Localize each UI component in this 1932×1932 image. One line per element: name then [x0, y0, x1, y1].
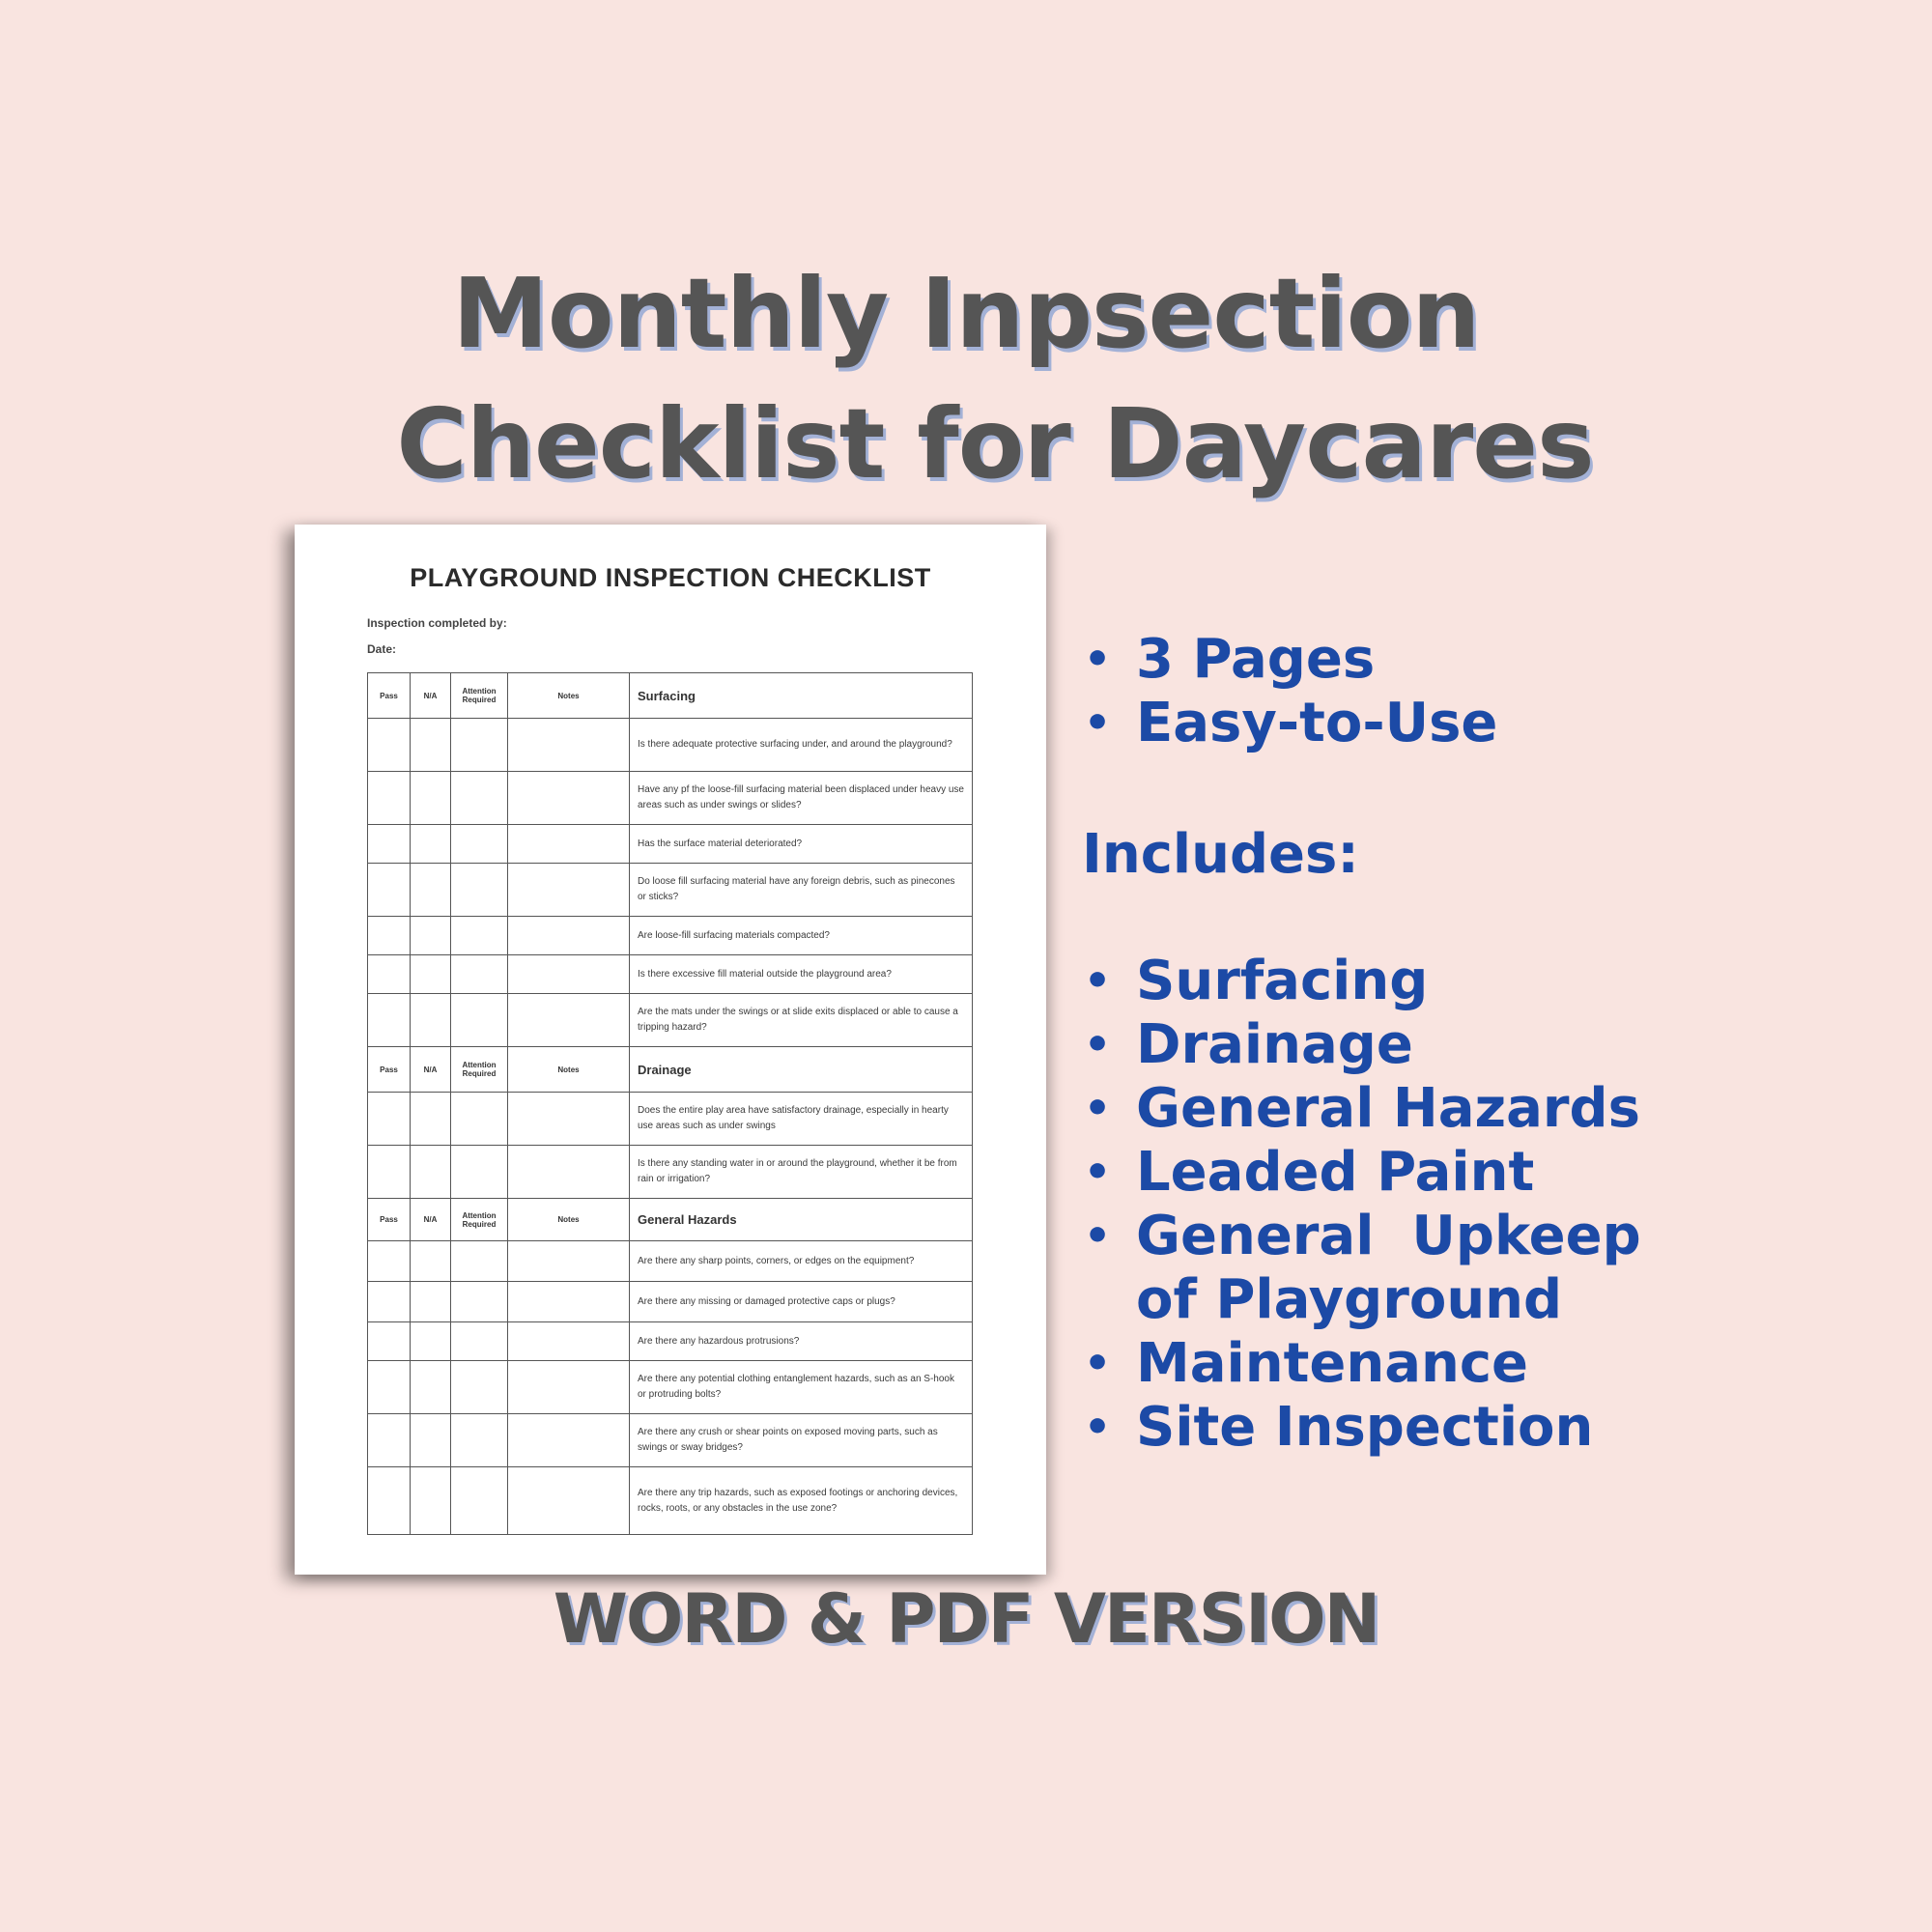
pass-column-header: Pass [368, 1199, 411, 1241]
bullet-icon: • [1084, 698, 1112, 748]
attention-cell [451, 1093, 508, 1146]
na-column-header: N/A [411, 1199, 451, 1241]
attention-cell [451, 1414, 508, 1467]
checklist-row [368, 994, 973, 1047]
attention-cell [451, 1361, 508, 1414]
checklist-row [368, 1467, 973, 1535]
pass-column-header: Pass [368, 673, 411, 719]
includes-item [1082, 1332, 1641, 1396]
na-cell [411, 917, 451, 955]
pass-cell [368, 917, 411, 955]
attention-cell [451, 719, 508, 772]
notes-cell [508, 719, 630, 772]
attention-cell [451, 955, 508, 994]
checklist-row [368, 917, 973, 955]
attention-cell [451, 1467, 508, 1535]
na-cell [411, 1467, 451, 1535]
section-header-row [368, 1199, 973, 1241]
includes-item-label: Drainage [1136, 1013, 1413, 1076]
bullet-icon: • [1084, 956, 1112, 1006]
notes-column-header: Notes [508, 1047, 630, 1093]
pass-cell [368, 1146, 411, 1199]
notes-cell [508, 825, 630, 864]
attention-cell [451, 994, 508, 1047]
bullet-icon: • [1084, 1403, 1112, 1452]
includes-item [1082, 1141, 1641, 1205]
notes-column-header: Notes [508, 1199, 630, 1241]
includes-item-label: General Upkeep of Playground [1136, 1205, 1641, 1331]
checklist-row [368, 1361, 973, 1414]
bullet-icon: • [1084, 1211, 1112, 1261]
date-label: Date: [367, 642, 397, 656]
pass-cell [368, 994, 411, 1047]
headline-line-1: Monthly Inpsection [452, 257, 1480, 370]
na-cell [411, 1414, 451, 1467]
question-text: Do loose fill surfacing material have any foreign debris, such as pinecones or sticks? [630, 864, 973, 917]
pass-cell [368, 1414, 411, 1467]
notes-cell [508, 1467, 630, 1535]
bullet-icon: • [1084, 1020, 1112, 1069]
notes-cell [508, 1241, 630, 1282]
pass-cell [368, 719, 411, 772]
attention-column-header: Attention Required [451, 1199, 508, 1241]
question-text: Has the surface material deteriorated? [630, 825, 973, 864]
attention-column-header: Attention Required [451, 1047, 508, 1093]
na-cell [411, 1282, 451, 1322]
question-text: Are the mats under the swings or at slide exits displaced or able to cause a tripping hazard? [630, 994, 973, 1047]
question-text: Are there any trip hazards, such as exposed footings or anchoring devices, rocks, roots, or any obstacles in the use zone? [630, 1467, 973, 1535]
includes-item-label: Site Inspection [1136, 1396, 1594, 1459]
feature-item [1082, 692, 1497, 755]
notes-cell [508, 1322, 630, 1361]
na-cell [411, 1093, 451, 1146]
attention-cell [451, 917, 508, 955]
attention-cell [451, 1241, 508, 1282]
na-column-header: N/A [411, 673, 451, 719]
attention-cell [451, 1282, 508, 1322]
pass-cell [368, 1241, 411, 1282]
checklist-row [368, 1322, 973, 1361]
section-title: General Hazards [630, 1199, 973, 1241]
feature-item [1082, 628, 1497, 692]
question-text: Have any pf the loose-fill surfacing material been displaced under heavy use areas such as under swings or slides? [630, 772, 973, 825]
attention-cell [451, 864, 508, 917]
na-cell [411, 1322, 451, 1361]
notes-cell [508, 864, 630, 917]
na-column-header: N/A [411, 1047, 451, 1093]
na-cell [411, 1146, 451, 1199]
includes-item [1082, 1205, 1641, 1332]
bullet-icon: • [1084, 1148, 1112, 1197]
checklist-document-preview [295, 525, 1046, 1575]
checklist-row [368, 772, 973, 825]
includes-heading: Includes: [1082, 823, 1359, 886]
question-text: Are there any crush or shear points on exposed moving parts, such as swings or sway bridges? [630, 1414, 973, 1467]
bullet-icon: • [1084, 1339, 1112, 1388]
section-header-row [368, 1047, 973, 1093]
notes-cell [508, 994, 630, 1047]
feature-item-label: 3 Pages [1136, 628, 1376, 691]
checklist-row [368, 955, 973, 994]
attention-cell [451, 1146, 508, 1199]
pass-cell [368, 825, 411, 864]
notes-cell [508, 1361, 630, 1414]
pass-column-header: Pass [368, 1047, 411, 1093]
pass-cell [368, 1361, 411, 1414]
checklist-row [368, 864, 973, 917]
document-title: PLAYGROUND INSPECTION CHECKLIST [410, 563, 931, 592]
includes-item-label: Surfacing [1136, 950, 1429, 1012]
question-text: Is there adequate protective surfacing under, and around the playground? [630, 719, 973, 772]
na-cell [411, 994, 451, 1047]
question-text: Are there any potential clothing entanglement hazards, such as an S-hook or protruding bolts? [630, 1361, 973, 1414]
pass-cell [368, 864, 411, 917]
question-text: Are loose-fill surfacing materials compacted? [630, 917, 973, 955]
checklist-row [368, 825, 973, 864]
section-title: Drainage [630, 1047, 973, 1093]
na-cell [411, 955, 451, 994]
na-cell [411, 1361, 451, 1414]
question-text: Is there excessive fill material outside the playground area? [630, 955, 973, 994]
includes-item-label: Maintenance [1136, 1332, 1529, 1395]
checklist-row [368, 1414, 973, 1467]
notes-cell [508, 772, 630, 825]
includes-item-label: General Hazards [1136, 1077, 1640, 1140]
attention-column-header: Attention Required [451, 673, 508, 719]
pass-cell [368, 772, 411, 825]
na-cell [411, 825, 451, 864]
notes-cell [508, 955, 630, 994]
na-cell [411, 1241, 451, 1282]
checklist-row [368, 1093, 973, 1146]
notes-column-header: Notes [508, 673, 630, 719]
na-cell [411, 772, 451, 825]
question-text: Are there any hazardous protrusions? [630, 1322, 973, 1361]
checklist-row [368, 1241, 973, 1282]
includes-item [1082, 1077, 1641, 1141]
notes-cell [508, 1282, 630, 1322]
notes-cell [508, 1093, 630, 1146]
attention-cell [451, 772, 508, 825]
includes-item [1082, 1396, 1641, 1460]
notes-cell [508, 1414, 630, 1467]
version-footer: WORD & PDF VERSION [553, 1579, 1379, 1659]
question-text: Are there any missing or damaged protective caps or plugs? [630, 1282, 973, 1322]
pass-cell [368, 1467, 411, 1535]
feature-item-label: Easy-to-Use [1136, 692, 1498, 754]
completed-by-label: Inspection completed by: [367, 616, 507, 630]
bullet-icon: • [1084, 1084, 1112, 1133]
checklist-row [368, 1146, 973, 1199]
question-text: Are there any sharp points, corners, or edges on the equipment? [630, 1241, 973, 1282]
section-header-row [368, 673, 973, 719]
includes-item [1082, 1013, 1641, 1077]
attention-cell [451, 825, 508, 864]
includes-list [1082, 950, 1641, 1460]
includes-item-label: Leaded Paint [1136, 1141, 1535, 1204]
includes-item [1082, 950, 1641, 1013]
checklist-row [368, 1282, 973, 1322]
checklist-row [368, 719, 973, 772]
question-text: Does the entire play area have satisfactory drainage, especially in hearty use areas such as under swings [630, 1093, 973, 1146]
pass-cell [368, 955, 411, 994]
attention-cell [451, 1322, 508, 1361]
bullet-icon: • [1084, 635, 1112, 684]
notes-cell [508, 917, 630, 955]
features-list [1082, 628, 1497, 755]
section-title: Surfacing [630, 673, 973, 719]
pass-cell [368, 1322, 411, 1361]
headline-line-2: Checklist for Daycares [396, 387, 1594, 500]
na-cell [411, 864, 451, 917]
question-text: Is there any standing water in or around the playground, whether it be from rain or irrigation? [630, 1146, 973, 1199]
checklist-table [367, 672, 973, 1535]
pass-cell [368, 1282, 411, 1322]
notes-cell [508, 1146, 630, 1199]
na-cell [411, 719, 451, 772]
pass-cell [368, 1093, 411, 1146]
